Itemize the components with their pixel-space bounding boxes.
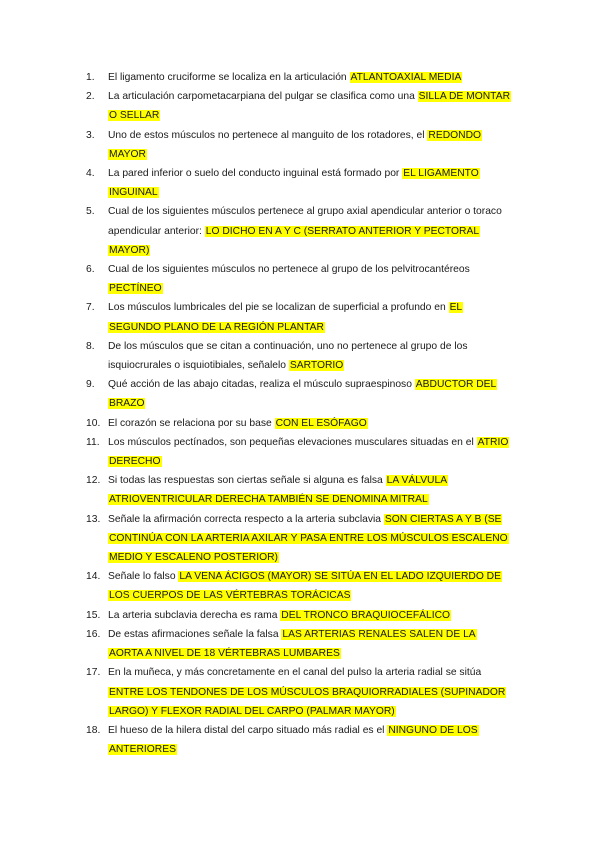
- question-text: De los músculos que se citan a continuación, uno no pertenece al grupo de los isquiocrurales o isquiotibiales, señalelo: [108, 340, 468, 372]
- highlighted-answer: EL SEGUNDO PLANO DE LA REGIÓN PLANTAR: [109, 302, 463, 333]
- list-item: [86, 260, 510, 298]
- highlighted-answer: SILLA DE MONTAR O SELLAR: [109, 91, 511, 122]
- question-text: Cual de los siguientes músculos pertenece al grupo axial apendicular anterior o toraco apendicular anterior:: [108, 206, 502, 237]
- highlighted-answer: SARTORIO: [289, 360, 344, 372]
- list-item: [86, 625, 510, 663]
- item-number: 3.: [86, 129, 95, 141]
- highlighted-answer: LA VÁLVULA ATRIOVENTRICULAR DERECHA TAMBIÉN SE DENOMINA MITRAL: [109, 475, 448, 506]
- highlighted-answer: LAS ARTERIAS RENALES SALEN DE LA AORTA A NIVEL DE 18 VÉRTEBRAS LUMBARES: [109, 628, 476, 660]
- question-text: Qué acción de las abajo citadas, realiza el músculo supraespinoso: [108, 379, 415, 391]
- item-number: 10.: [86, 417, 101, 429]
- list-item: [86, 87, 510, 125]
- question-text: Si todas las respuestas son ciertas señale si alguna es falsa: [108, 475, 386, 487]
- question-text: La pared inferior o suelo del conducto inguinal está formado por: [108, 168, 403, 180]
- list-item: [86, 68, 510, 87]
- highlighted-answer: DEL TRONCO BRAQUIOCEFÁLICO: [281, 609, 451, 621]
- list-item: [86, 663, 510, 721]
- highlighted-answer: ABDUCTOR DEL BRAZO: [109, 379, 497, 410]
- question-text: La articulación carpometacarpiana del pulgar se clasifica como una: [108, 91, 418, 103]
- question-list: [86, 68, 510, 759]
- list-item: [86, 433, 510, 471]
- list-item: [86, 471, 510, 509]
- item-number: 9.: [86, 379, 95, 391]
- question-text: El hueso de la hilera distal del carpo situado más radial es el: [108, 724, 388, 736]
- item-number: 13.: [86, 513, 101, 525]
- list-item: [86, 164, 510, 202]
- list-item: [86, 510, 510, 568]
- item-number: 17.: [86, 667, 101, 679]
- highlighted-answer: EL LIGAMENTO INGUINAL: [109, 168, 479, 199]
- question-text: Los músculos pectínados, son pequeñas elevaciones musculares situadas en el: [108, 436, 477, 448]
- question-text: En la muñeca, y más concretamente en el canal del pulso la arteria radial se sitúa: [108, 667, 482, 679]
- list-item: [86, 298, 510, 336]
- question-text: Uno de estos músculos no pertenece al manguito de los rotadores, el: [108, 129, 428, 141]
- highlighted-answer: SON CIERTAS A Y B (SE CONTINÚA CON LA ARTERIA AXILAR Y PASA ENTRE LOS MÚSCULOS ESCALENO MEDIO Y ESCALENO POSTERIOR): [109, 513, 508, 564]
- highlighted-answer: PECTÍNEO: [109, 283, 162, 295]
- list-item: [86, 202, 510, 260]
- item-number: 16.: [86, 628, 101, 640]
- item-number: 7.: [86, 302, 95, 314]
- item-number: 12.: [86, 475, 101, 487]
- question-text: El corazón se relaciona por su base: [108, 417, 275, 429]
- list-item: [86, 567, 510, 605]
- question-text: El ligamento cruciforme se localiza en la articulación: [108, 72, 350, 83]
- highlighted-answer: ATLANTOAXIAL MEDIA: [350, 72, 462, 83]
- highlighted-answer: LO DICHO EN A Y C (SERRATO ANTERIOR Y PECTORAL MAYOR): [109, 225, 480, 256]
- item-number: 15.: [86, 609, 101, 621]
- question-text: Señale la afirmación correcta respecto a la arteria subclavia: [108, 513, 384, 525]
- question-text: Los músculos lumbricales del pie se localizan de superficial a profundo en: [108, 302, 449, 314]
- item-number: 14.: [86, 571, 101, 583]
- highlighted-answer: LA VENA ÁCIGOS (MAYOR) SE SITÚA EN EL LADO IZQUIERDO DE LOS CUERPOS DE LAS VÉRTEBRAS TORÁCICAS: [109, 571, 501, 602]
- item-number: 11.: [86, 436, 100, 448]
- list-item: [86, 375, 510, 413]
- list-item: [86, 721, 510, 759]
- item-number: 8.: [86, 340, 95, 352]
- item-number: 18.: [86, 724, 101, 736]
- list-item: [86, 606, 510, 625]
- list-item: [86, 337, 510, 375]
- item-number: 2.: [86, 91, 95, 103]
- highlighted-answer: NINGUNO DE LOS ANTERIORES: [109, 724, 478, 756]
- item-number: 1.: [86, 72, 95, 83]
- question-text: Señale lo falso: [108, 571, 179, 583]
- list-item: [86, 414, 510, 433]
- question-text: Cual de los siguientes músculos no pertenece al grupo de los pelvitrocantéreos: [108, 264, 470, 276]
- question-text: La arteria subclavia derecha es rama: [108, 609, 281, 621]
- highlighted-answer: REDONDO MAYOR: [109, 129, 482, 160]
- question-text: De estas afirmaciones señale la falsa: [108, 628, 282, 640]
- highlighted-answer: CON EL ESÓFAGO: [275, 417, 367, 429]
- list-item: [86, 126, 510, 164]
- item-number: 6.: [86, 264, 95, 276]
- item-number: 5.: [86, 206, 95, 218]
- highlighted-answer: ENTRE LOS TENDONES DE LOS MÚSCULOS BRAQUIORRADIALES (SUPINADOR LARGO) Y FLEXOR RADIAL DEL CARPO (PALMAR MAYOR): [109, 686, 506, 717]
- highlighted-answer: ATRIO DERECHO: [109, 436, 509, 468]
- item-number: 4.: [86, 168, 95, 180]
